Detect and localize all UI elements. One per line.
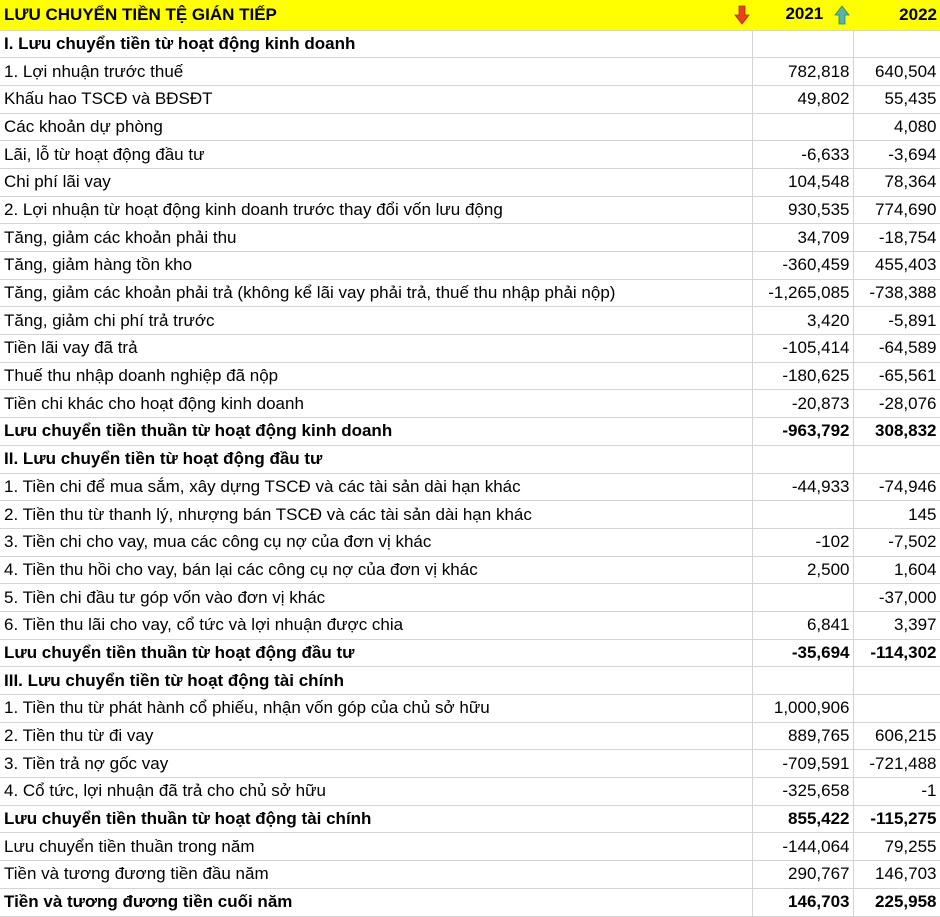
- value-2021: 1,000,906: [752, 695, 853, 723]
- value-2021: [752, 501, 853, 529]
- value-2021: [752, 584, 853, 612]
- table-row: [0, 584, 940, 612]
- value-2022: -7,502: [853, 528, 940, 556]
- row-label: Lưu chuyển tiền thuần từ hoạt động tài chính: [0, 805, 752, 833]
- value-2022: 146,703: [853, 861, 940, 889]
- row-label: Tiền chi khác cho hoạt động kinh doanh: [0, 390, 752, 418]
- value-2022: [853, 30, 940, 58]
- value-2022: -5,891: [853, 307, 940, 335]
- table-row: [0, 556, 940, 584]
- row-label: II. Lưu chuyển tiền từ hoạt động đầu tư: [0, 445, 752, 473]
- row-label: 2. Tiền thu từ đi vay: [0, 722, 752, 750]
- value-2021: -360,459: [752, 252, 853, 280]
- table-row: [0, 30, 940, 58]
- table-row: [0, 224, 940, 252]
- value-2021: -325,658: [752, 778, 853, 806]
- arrow-up-icon: [834, 5, 850, 25]
- row-label: Lưu chuyển tiền thuần trong năm: [0, 833, 752, 861]
- row-label: Tiền và tương đương tiền đầu năm: [0, 861, 752, 889]
- value-2021: -180,625: [752, 362, 853, 390]
- row-label: 3. Tiền trả nợ gốc vay: [0, 750, 752, 778]
- row-label: Các khoản dự phòng: [0, 113, 752, 141]
- value-2021: 49,802: [752, 85, 853, 113]
- year-2022-header: 2022: [853, 0, 940, 30]
- value-2021: -35,694: [752, 639, 853, 667]
- table-row: [0, 750, 940, 778]
- value-2022: -721,488: [853, 750, 940, 778]
- value-2022: [853, 667, 940, 695]
- value-2022: -115,275: [853, 805, 940, 833]
- table-row: [0, 473, 940, 501]
- table-row: [0, 722, 940, 750]
- value-2021: [752, 667, 853, 695]
- value-2022: 774,690: [853, 196, 940, 224]
- row-label: Lưu chuyển tiền thuần từ hoạt động đầu tư: [0, 639, 752, 667]
- table-row: [0, 85, 940, 113]
- value-2022: -64,589: [853, 335, 940, 363]
- table-row: [0, 528, 940, 556]
- row-label: 1. Lợi nhuận trước thuế: [0, 58, 752, 86]
- row-label: Tiền và tương đương tiền cuối năm: [0, 888, 752, 916]
- table-row: [0, 418, 940, 446]
- arrow-down-icon: [734, 5, 750, 25]
- value-2021: -6,633: [752, 141, 853, 169]
- value-2021: [752, 30, 853, 58]
- row-label: 3. Tiền chi cho vay, mua các công cụ nợ của đơn vị khác: [0, 528, 752, 556]
- row-label: Lưu chuyển tiền thuần từ hoạt động kinh doanh: [0, 418, 752, 446]
- row-label: Chi phí lãi vay: [0, 168, 752, 196]
- table-row: [0, 833, 940, 861]
- value-2022: 79,255: [853, 833, 940, 861]
- table-row: [0, 141, 940, 169]
- table-row: [0, 335, 940, 363]
- value-2021: -102: [752, 528, 853, 556]
- value-2021: -963,792: [752, 418, 853, 446]
- row-label: Tiền lãi vay đã trả: [0, 335, 752, 363]
- row-label: Tăng, giảm hàng tồn kho: [0, 252, 752, 280]
- value-2022: 3,397: [853, 611, 940, 639]
- table-row: [0, 113, 940, 141]
- table-row: [0, 279, 940, 307]
- value-2022: -74,946: [853, 473, 940, 501]
- row-label: 1. Tiền chi để mua sắm, xây dựng TSCĐ và các tài sản dài hạn khác: [0, 473, 752, 501]
- year-2021-header: 2021: [752, 0, 853, 30]
- value-2021: -1,265,085: [752, 279, 853, 307]
- table-row: [0, 445, 940, 473]
- row-label: 4. Tiền thu hồi cho vay, bán lại các công cụ nợ của đơn vị khác: [0, 556, 752, 584]
- row-label: III. Lưu chuyển tiền từ hoạt động tài chính: [0, 667, 752, 695]
- value-2021: -709,591: [752, 750, 853, 778]
- table-row: [0, 667, 940, 695]
- value-2022: 455,403: [853, 252, 940, 280]
- value-2022: 640,504: [853, 58, 940, 86]
- value-2021: 889,765: [752, 722, 853, 750]
- row-label: Tăng, giảm chi phí trả trước: [0, 307, 752, 335]
- value-2021: 6,841: [752, 611, 853, 639]
- table-row: [0, 805, 940, 833]
- value-2021: 3,420: [752, 307, 853, 335]
- table-row: [0, 307, 940, 335]
- row-label: Tăng, giảm các khoản phải trả (không kể lãi vay phải trả, thuế thu nhập phải nộp): [0, 279, 752, 307]
- table-row: [0, 58, 940, 86]
- table-row: [0, 778, 940, 806]
- value-2021: 104,548: [752, 168, 853, 196]
- row-label: 1. Tiền thu từ phát hành cổ phiếu, nhận vốn góp của chủ sở hữu: [0, 695, 752, 723]
- value-2022: -28,076: [853, 390, 940, 418]
- row-label: Tăng, giảm các khoản phải thu: [0, 224, 752, 252]
- table-row: [0, 861, 940, 889]
- table-row: [0, 639, 940, 667]
- value-2021: [752, 113, 853, 141]
- value-2021: 146,703: [752, 888, 853, 916]
- value-2022: -738,388: [853, 279, 940, 307]
- table-row: [0, 611, 940, 639]
- value-2022: 55,435: [853, 85, 940, 113]
- row-label: Lãi, lỗ từ hoạt động đầu tư: [0, 141, 752, 169]
- value-2022: [853, 695, 940, 723]
- value-2021: 782,818: [752, 58, 853, 86]
- value-2022: 1,604: [853, 556, 940, 584]
- row-label: 6. Tiền thu lãi cho vay, cổ tức và lợi nhuận được chia: [0, 611, 752, 639]
- value-2022: -18,754: [853, 224, 940, 252]
- table-row: [0, 695, 940, 723]
- table-row: [0, 390, 940, 418]
- value-2022: -37,000: [853, 584, 940, 612]
- value-2022: -114,302: [853, 639, 940, 667]
- row-label: 4. Cổ tức, lợi nhuận đã trả cho chủ sở hữu: [0, 778, 752, 806]
- table-row: [0, 196, 940, 224]
- table-row: [0, 362, 940, 390]
- table-row: [0, 501, 940, 529]
- value-2021: -44,933: [752, 473, 853, 501]
- value-2022: 225,958: [853, 888, 940, 916]
- value-2022: 145: [853, 501, 940, 529]
- row-label: Thuế thu nhập doanh nghiệp đã nộp: [0, 362, 752, 390]
- row-label: 2. Tiền thu từ thanh lý, nhượng bán TSCĐ và các tài sản dài hạn khác: [0, 501, 752, 529]
- row-label: 2. Lợi nhuận từ hoạt động kinh doanh trước thay đổi vốn lưu động: [0, 196, 752, 224]
- value-2021: -144,064: [752, 833, 853, 861]
- value-2021: 290,767: [752, 861, 853, 889]
- value-2021: 855,422: [752, 805, 853, 833]
- value-2021: [752, 445, 853, 473]
- table-title: LƯU CHUYỂN TIỀN TỆ GIÁN TIẾP: [0, 0, 752, 30]
- value-2021: 930,535: [752, 196, 853, 224]
- row-label: Khấu hao TSCĐ và BĐSĐT: [0, 85, 752, 113]
- value-2022: -1: [853, 778, 940, 806]
- value-2021: -105,414: [752, 335, 853, 363]
- table-row: [0, 888, 940, 916]
- value-2022: 606,215: [853, 722, 940, 750]
- value-2022: -65,561: [853, 362, 940, 390]
- value-2022: 4,080: [853, 113, 940, 141]
- table-row: [0, 168, 940, 196]
- value-2021: -20,873: [752, 390, 853, 418]
- value-2022: 78,364: [853, 168, 940, 196]
- table-row: [0, 252, 940, 280]
- value-2022: [853, 445, 940, 473]
- value-2021: 34,709: [752, 224, 853, 252]
- value-2022: -3,694: [853, 141, 940, 169]
- row-label: I. Lưu chuyển tiền từ hoạt động kinh doanh: [0, 30, 752, 58]
- row-label: 5. Tiền chi đầu tư góp vốn vào đơn vị khác: [0, 584, 752, 612]
- value-2022: 308,832: [853, 418, 940, 446]
- value-2021: 2,500: [752, 556, 853, 584]
- header-row: [0, 0, 940, 30]
